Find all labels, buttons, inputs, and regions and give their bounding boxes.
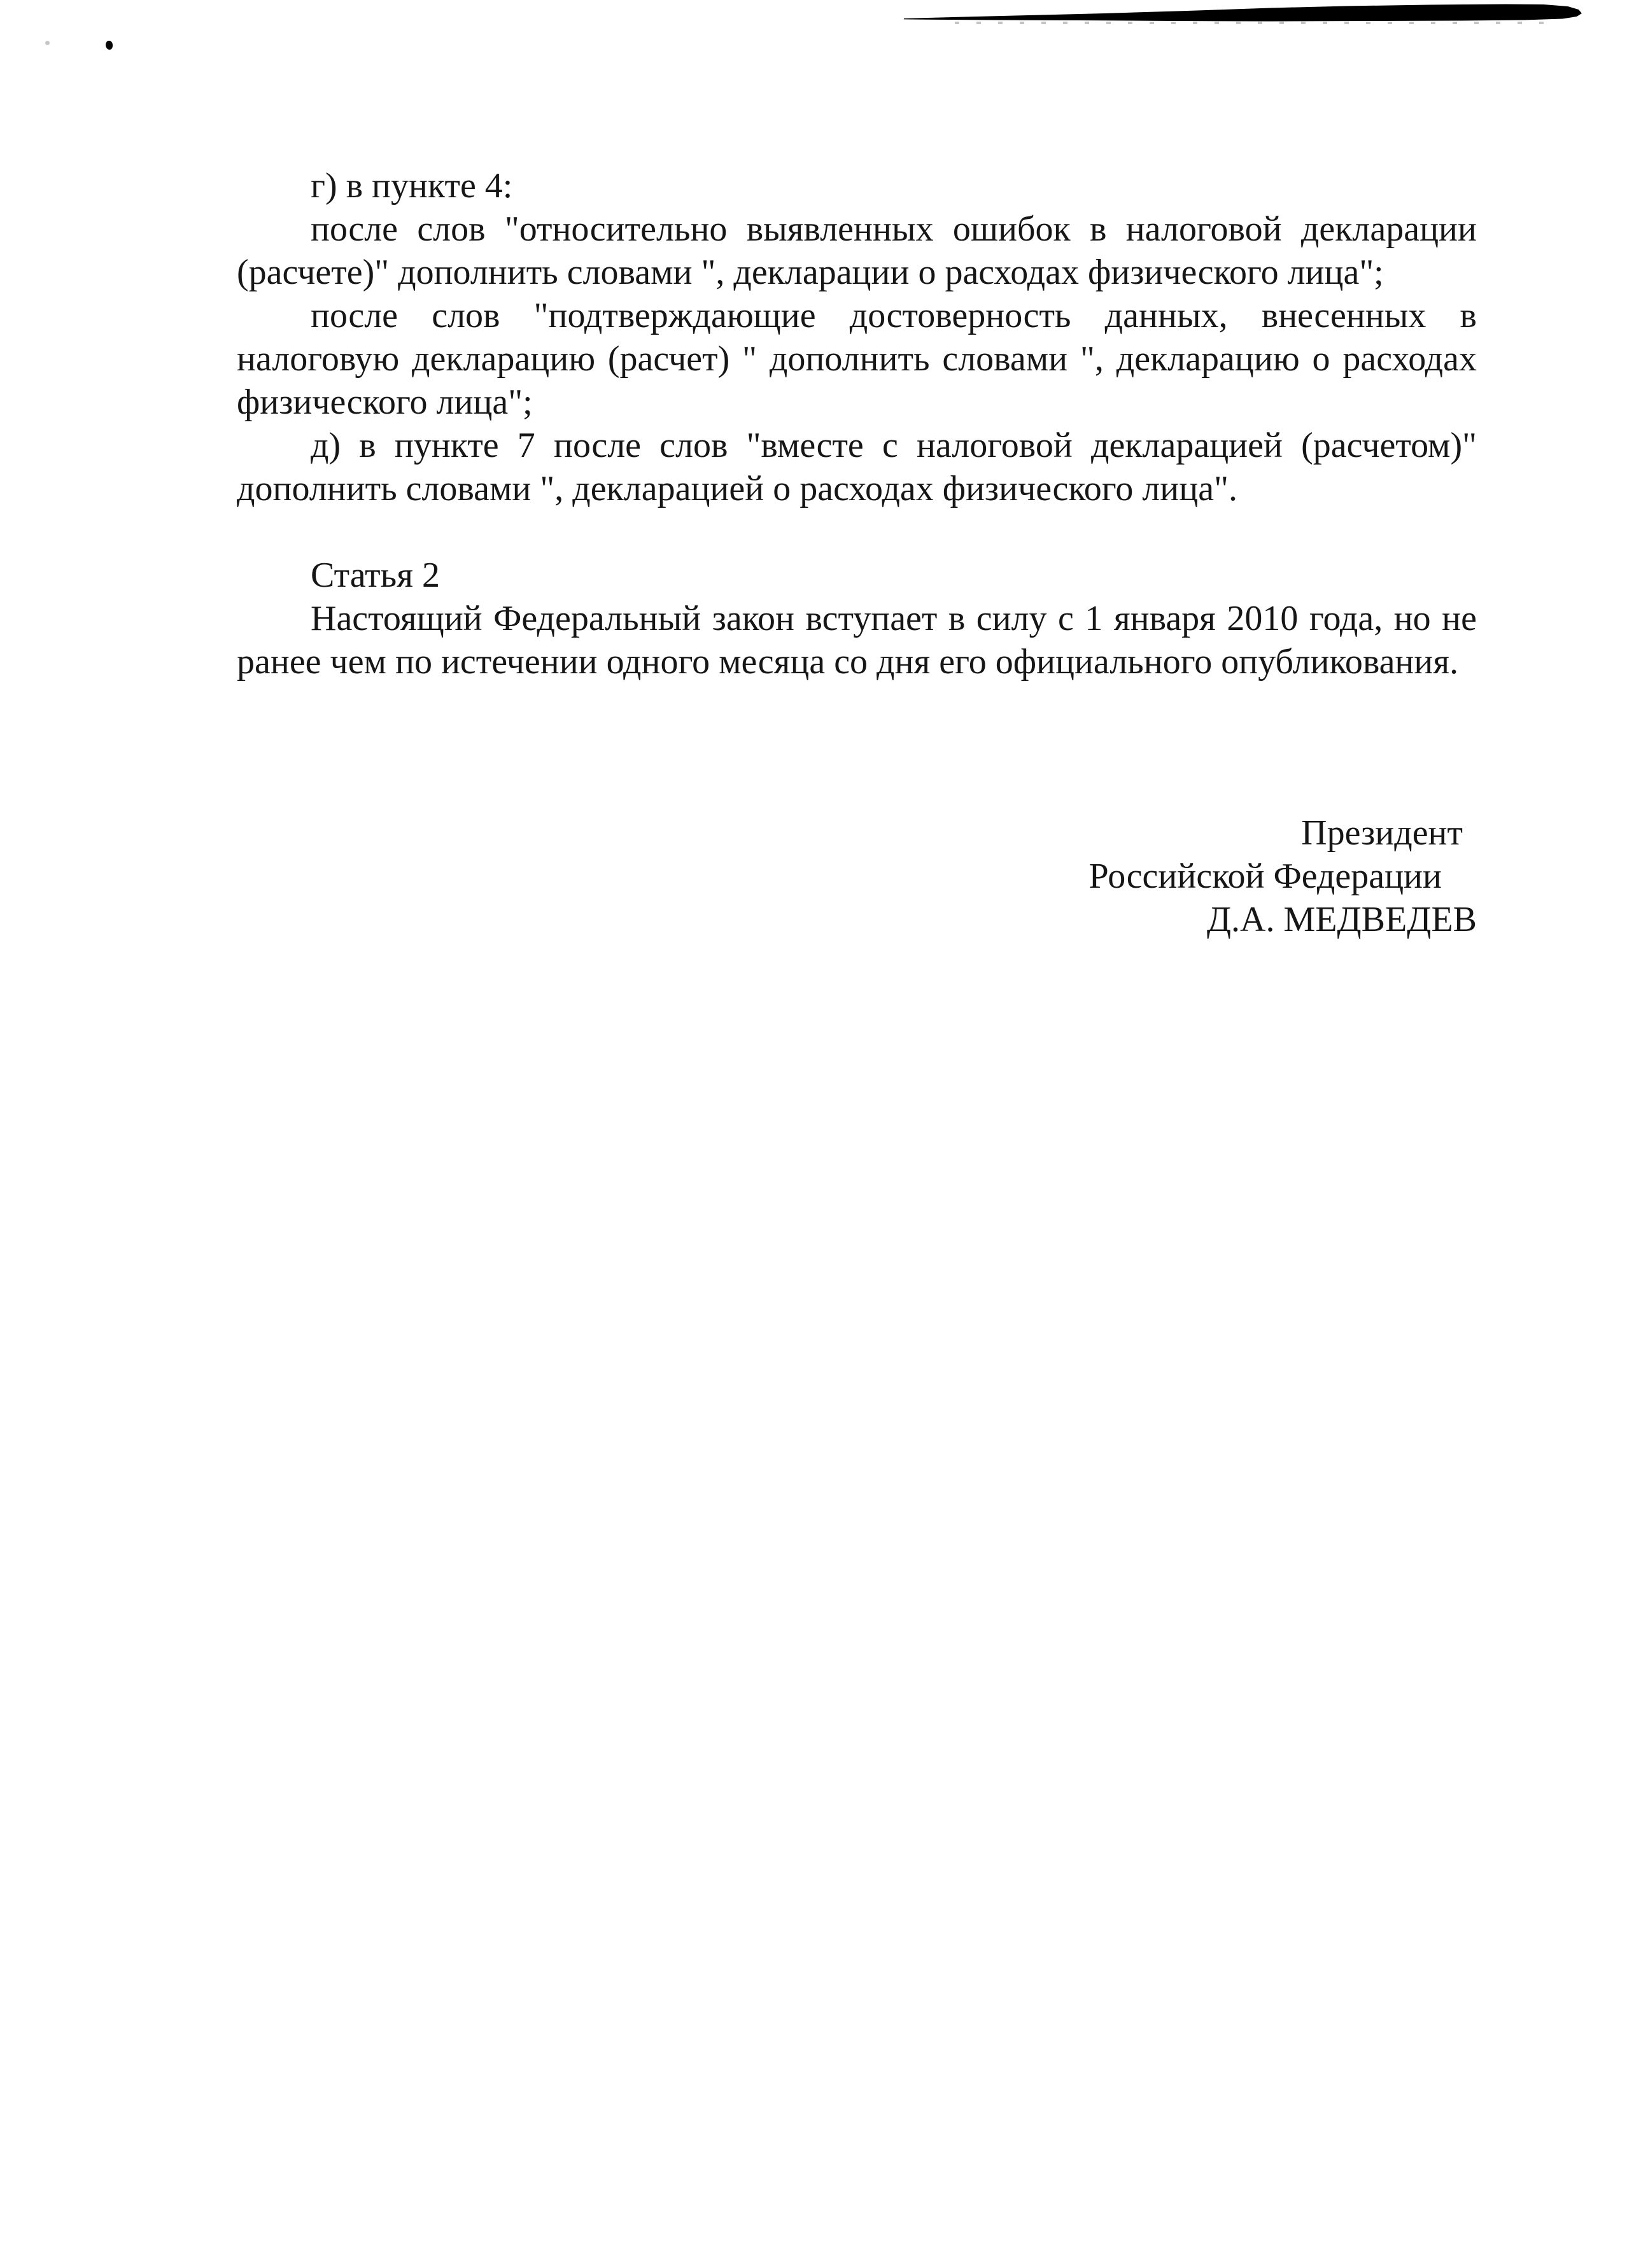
signature-title: Президент [1301, 813, 1463, 853]
article-2-body: Настоящий Федеральный закон вступает в силу с 1 января 2010 года, но не ранее чем по истечении одного месяца со дня его официального опубликования. [237, 599, 1477, 682]
signature-block [237, 811, 1477, 941]
clause-d-paragraph: д) в пункте 7 после слов "вместе с налоговой декларацией (расчетом)" дополнить словами ", декларацией о расходах физического лица". [237, 426, 1477, 508]
ink-dot-artifact [106, 41, 113, 50]
signature-name: Д.А. МЕДВЕДЕВ [1206, 900, 1477, 939]
article-2-heading: Статья 2 [311, 556, 440, 595]
document-body [237, 164, 1477, 941]
amendment-paragraph-2: после слов "подтверждающие достоверность данных, внесенных в налоговую декларацию (расчет) " дополнить словами ", декларацию о расходах физического лица"; [237, 296, 1477, 422]
signature-organization: Российской Федерации [1088, 857, 1442, 896]
amendment-paragraph-1: после слов "относительно выявленных ошибок в налоговой декларации (расчете)" дополнить словами ", декларации о расходах физического лица"; [237, 209, 1477, 292]
ink-dot-artifact-faint [45, 41, 50, 45]
clause-g-heading: г) в пункте 4: [311, 166, 513, 206]
scan-noise-artifact [955, 22, 1560, 24]
